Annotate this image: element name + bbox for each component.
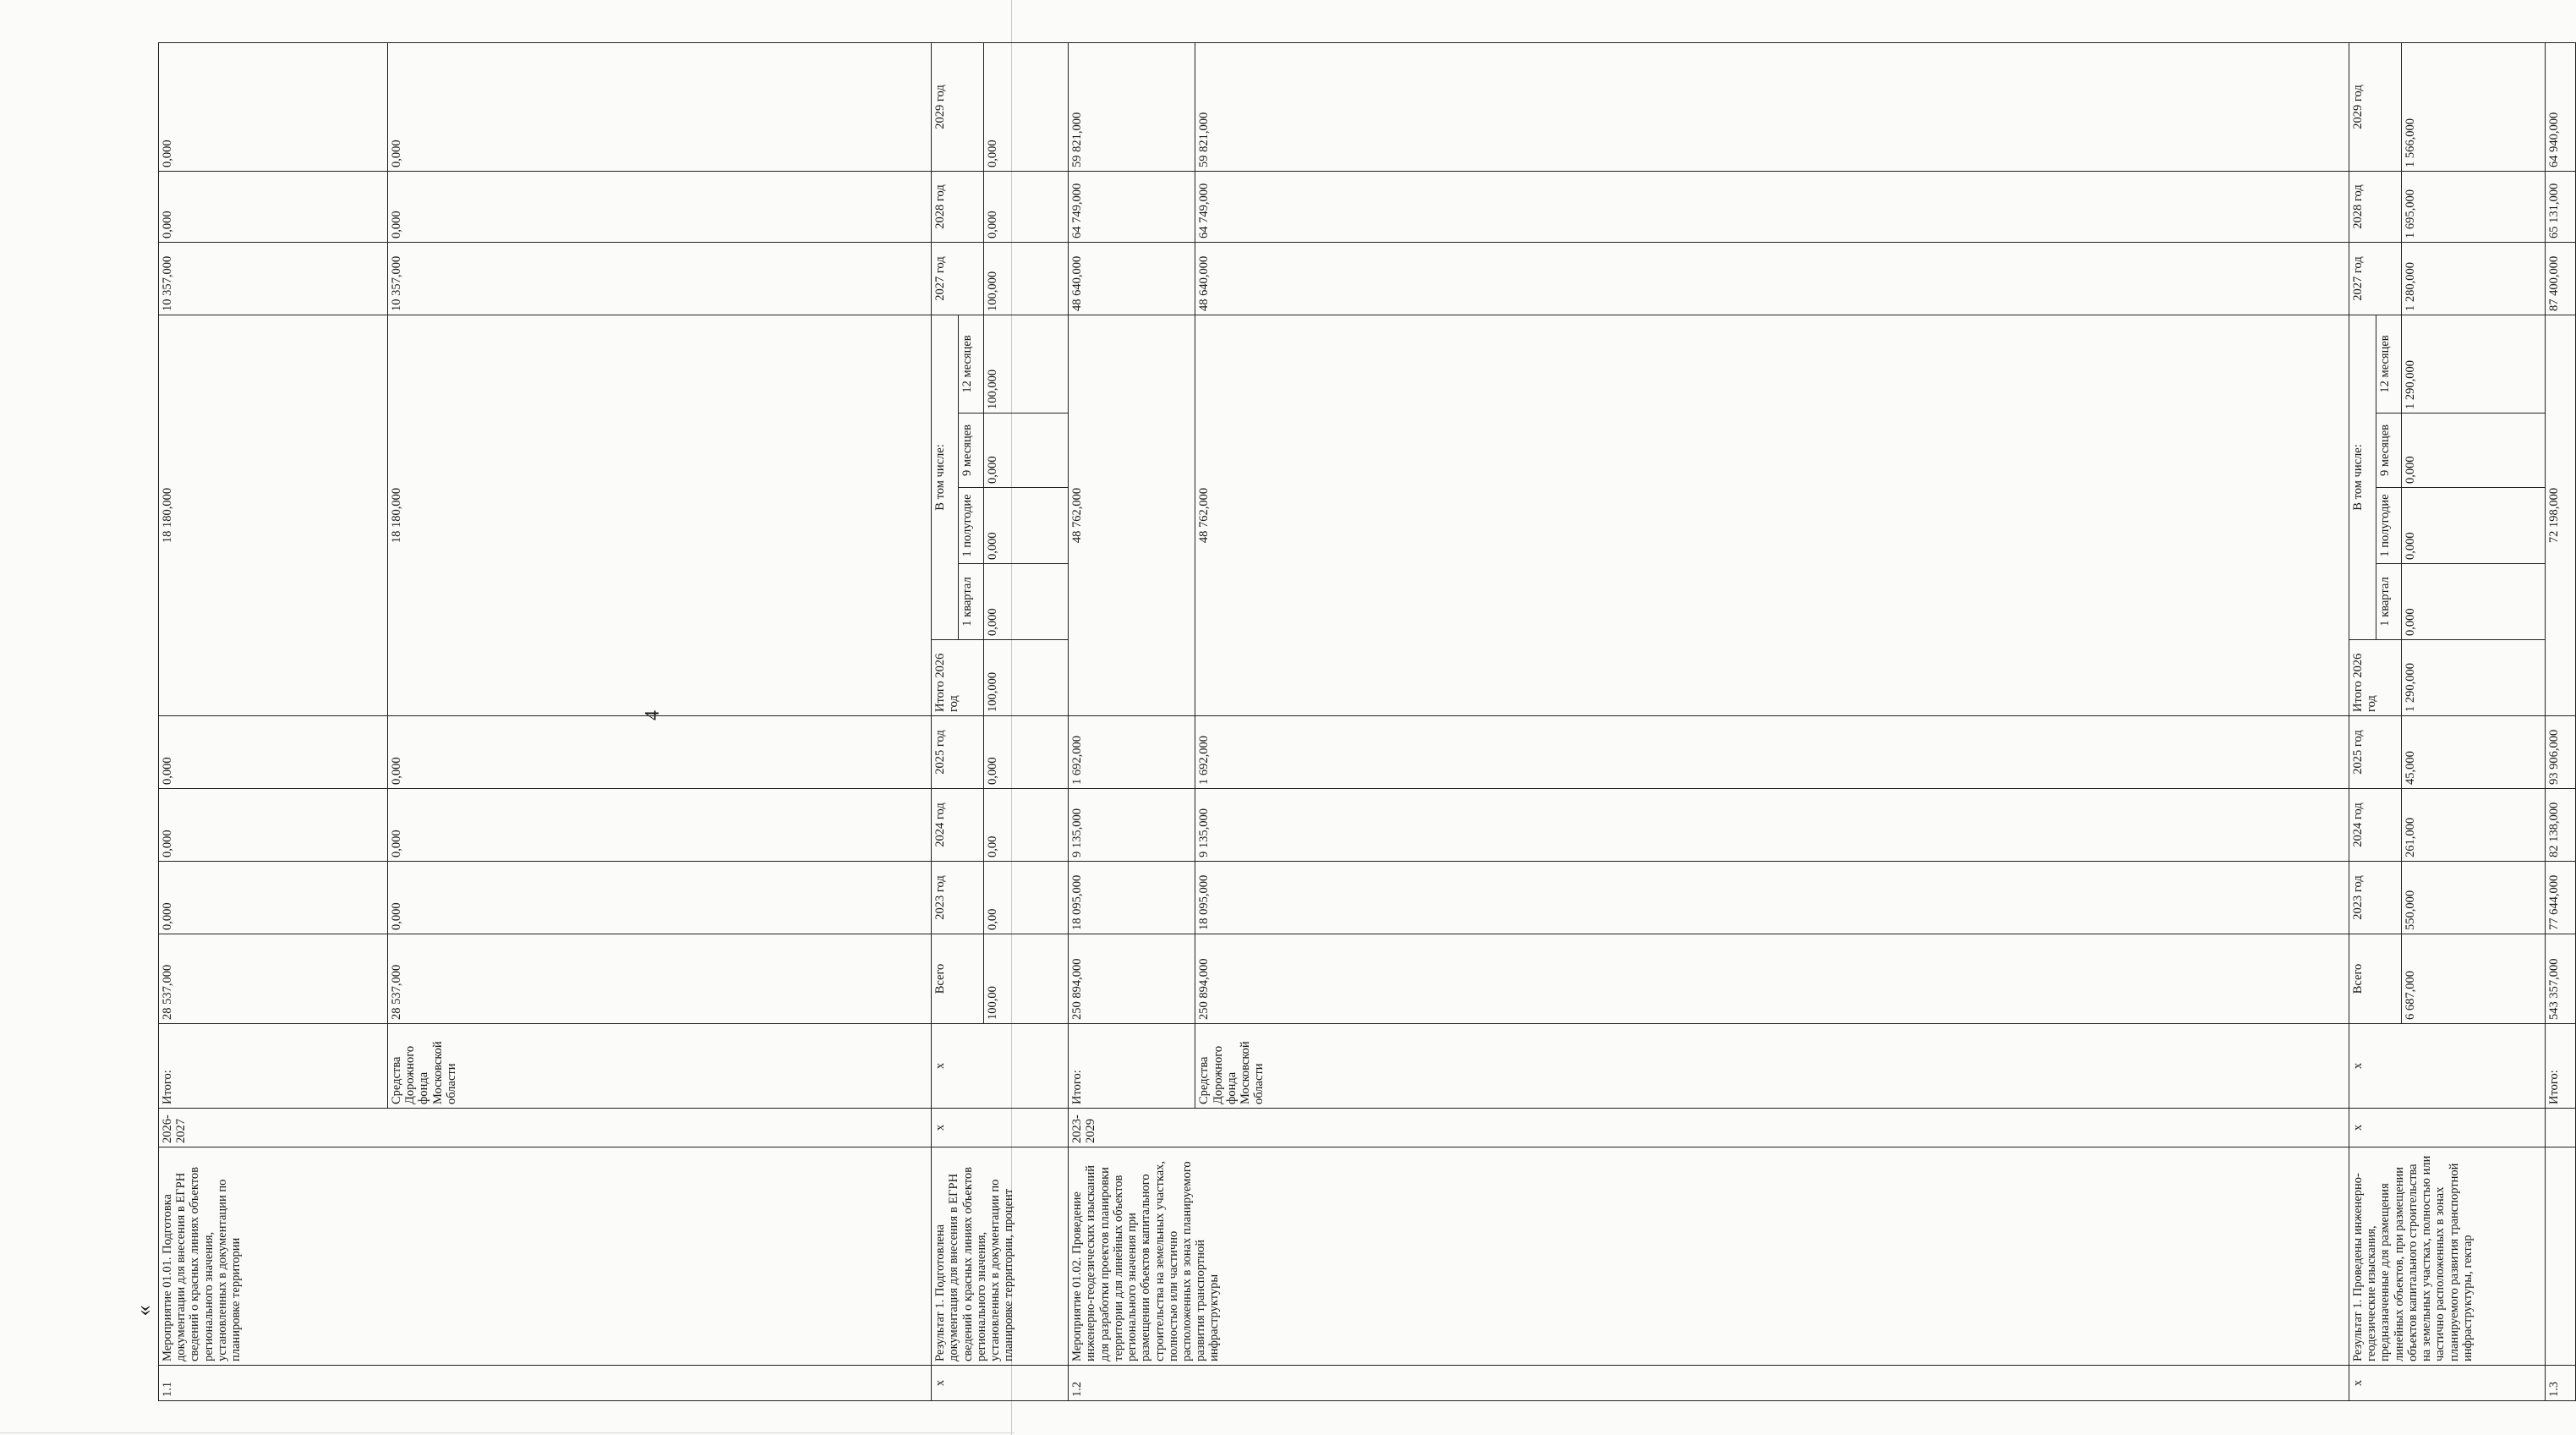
header-q1: 1 квартал	[2376, 564, 2401, 640]
result-2029: 1 566,000	[2401, 42, 2545, 171]
header-2024: 2024 год	[932, 789, 984, 862]
result-2023: 550,000	[2401, 862, 2545, 934]
result-2024: 261,000	[2401, 789, 2545, 862]
value-2028: 64 749,000	[1195, 171, 2349, 242]
result-m12: 100,000	[984, 315, 1069, 413]
value-2024: 82 138,000	[2545, 789, 2575, 862]
header-2028: 2028 год	[932, 171, 984, 242]
result-x-mark: х	[2349, 1366, 2545, 1401]
period: 2023-2029	[1069, 1109, 2349, 1147]
value-2029: 0,000	[159, 42, 388, 171]
value-2023: 0,000	[159, 862, 388, 934]
result-total: 6 687,000	[2401, 934, 2545, 1024]
result-2024: 0,00	[984, 789, 1069, 862]
header-2029: 2029 год	[932, 42, 984, 171]
value-2024: 9 135,000	[1195, 789, 2349, 862]
source-label: Итого:	[1069, 1024, 1195, 1109]
value-2023: 77 644,000	[2545, 862, 2575, 934]
result-m12: 1 290,000	[2401, 315, 2545, 413]
header-2024: 2024 год	[2349, 789, 2401, 862]
value-2024: 0,000	[387, 789, 931, 862]
header-2027: 2027 год	[932, 242, 984, 315]
value-2024: 9 135,000	[1069, 789, 1195, 862]
value-2028: 0,000	[159, 171, 388, 242]
value-2029: 0,000	[387, 42, 931, 171]
value-2027: 48 640,000	[1069, 242, 1195, 315]
result-m9: 0,000	[984, 414, 1069, 488]
source-label: Итого:	[2545, 1024, 2575, 1109]
total-value: 28 537,000	[159, 934, 388, 1024]
value-2025: 93 906,000	[2545, 716, 2575, 789]
measure-name: Мероприятие 01.02. Проведение инженерно-геодезических изысканий для разработки проектов планировки территории для линейных объектов регионального значения при размещении объектов капитального строительства на земельных участках, полностью или частично расположенных в зонах планируемого развития транспортной инфраструктуры	[1069, 1147, 2349, 1366]
value-2027: 10 357,000	[159, 242, 388, 315]
total-value: 28 537,000	[387, 934, 931, 1024]
total-value: 250 894,000	[1195, 934, 2349, 1024]
table-row	[2545, 42, 2575, 1400]
result-2028: 1 695,000	[2401, 171, 2545, 242]
result-q1: 0,000	[984, 564, 1069, 640]
value-2023: 18 095,000	[1069, 862, 1195, 934]
result-2023: 0,00	[984, 862, 1069, 934]
result-2025: 0,000	[984, 716, 1069, 789]
table-row	[932, 42, 959, 1400]
result-2026: 100,000	[984, 640, 1069, 716]
value-2024: 0,000	[159, 789, 388, 862]
result-name: Результат 1. Подготовлена документация для внесения в ЕГРН сведений о красных линиях объектов регионального значения, установленных в документации по планировке территории, процент	[932, 1147, 1069, 1366]
value-2026: 18 180,000	[159, 315, 388, 715]
funding-source: Средства Дорожного фонда Московской области	[387, 1024, 931, 1109]
header-2023: 2023 год	[2349, 862, 2401, 934]
result-2027: 1 280,000	[2401, 242, 2545, 315]
result-x-mark: х	[2349, 1024, 2545, 1109]
value-2026: 18 180,000	[387, 315, 931, 715]
row-number: 1.2	[1069, 1366, 2349, 1401]
result-2025: 45,000	[2401, 716, 2545, 789]
value-2025: 0,000	[159, 716, 388, 789]
budget-table-container	[158, 43, 2561, 1401]
table-row	[1069, 42, 1195, 1400]
header-2027: 2027 год	[2349, 242, 2401, 315]
header-2023: 2023 год	[932, 862, 984, 934]
quote-mark: «	[131, 1305, 156, 1317]
header-total: Всего	[932, 934, 984, 1024]
total-value: 543 357,000	[2545, 934, 2575, 1024]
header-itogo-2026: Итого 2026 год	[932, 640, 984, 716]
result-2029: 0,000	[984, 42, 1069, 171]
value-2026: 48 762,000	[1069, 315, 1195, 715]
header-q1: 1 квартал	[959, 564, 984, 640]
value-2027: 87 400,000	[2545, 242, 2575, 315]
header-m12: 12 месяцев	[2376, 315, 2401, 413]
funding-source: Средства Дорожного фонда Московской области	[1195, 1024, 2349, 1109]
result-m9: 0,000	[2401, 414, 2545, 488]
value-2029: 59 821,000	[1195, 42, 2349, 171]
table-row	[2349, 42, 2376, 1400]
value-2029: 59 821,000	[1069, 42, 1195, 171]
value-2027: 10 357,000	[387, 242, 931, 315]
page-number: 4	[642, 710, 664, 720]
value-2029: 64 940,000	[2545, 42, 2575, 171]
header-h1: 1 полугодие	[2376, 488, 2401, 564]
value-2026: 72 198,000	[2545, 315, 2575, 715]
value-2025: 0,000	[387, 716, 931, 789]
value-2026: 48 762,000	[1195, 315, 2349, 715]
header-2025: 2025 год	[932, 716, 984, 789]
value-2027: 48 640,000	[1195, 242, 2349, 315]
value-2028: 0,000	[387, 171, 931, 242]
value-2025: 1 692,000	[1195, 716, 2349, 789]
value-2023: 18 095,000	[1195, 862, 2349, 934]
measure-name: Мероприятие 01.01. Подготовка документации для внесения в ЕГРН сведений о красных линиях объектов регионального значения, установленных в документации по планировке территории	[159, 1147, 932, 1366]
result-h1: 0,000	[2401, 488, 2545, 564]
result-x-mark: х	[2349, 1109, 2545, 1147]
header-h1: 1 полугодие	[959, 488, 984, 564]
value-2028: 65 131,000	[2545, 171, 2575, 242]
table-row	[159, 42, 388, 1400]
result-2027: 100,000	[984, 242, 1069, 315]
result-total: 100,00	[984, 934, 1069, 1024]
result-x-mark: х	[932, 1109, 1069, 1147]
source-label: Итого:	[159, 1024, 388, 1109]
row-number: 1.1	[159, 1366, 932, 1401]
result-h1: 0,000	[984, 488, 1069, 564]
header-total: Всего	[2349, 934, 2401, 1024]
header-including: В том числе:	[932, 315, 959, 639]
header-2025: 2025 год	[2349, 716, 2401, 789]
period: 2026-2027	[159, 1109, 932, 1147]
total-value: 250 894,000	[1069, 934, 1195, 1024]
scan-edge-line-bottom	[0, 1432, 1015, 1433]
value-2023: 0,000	[387, 862, 931, 934]
empty-cell	[2545, 1147, 2575, 1366]
result-x-mark: х	[932, 1366, 1069, 1401]
header-m9: 9 месяцев	[959, 414, 984, 488]
header-m9: 9 месяцев	[2376, 414, 2401, 488]
result-q1: 0,000	[2401, 564, 2545, 640]
header-2029: 2029 год	[2349, 42, 2401, 171]
result-2026: 1 290,000	[2401, 640, 2545, 716]
header-m12: 12 месяцев	[959, 315, 984, 413]
empty-cell	[2545, 1109, 2575, 1147]
budget-table	[158, 42, 2576, 1401]
row-number: 1.3	[2545, 1366, 2575, 1401]
result-2028: 0,000	[984, 171, 1069, 242]
value-2028: 64 749,000	[1069, 171, 1195, 242]
result-name: Результат 1. Проведены инженерно-геодезические изыскания, предназначенные для размещения линейных объектов, при размещении объектов капитального строительства на земельных участках, полностью или частично расположенных в зонах планируемого развития транспортной инфраструктуры, гектар	[2349, 1147, 2545, 1366]
result-x-mark: х	[932, 1024, 1069, 1109]
header-itogo-2026: Итого 2026 год	[2349, 640, 2401, 716]
header-including: В том числе:	[2349, 315, 2376, 639]
value-2025: 1 692,000	[1069, 716, 1195, 789]
header-2028: 2028 год	[2349, 171, 2401, 242]
